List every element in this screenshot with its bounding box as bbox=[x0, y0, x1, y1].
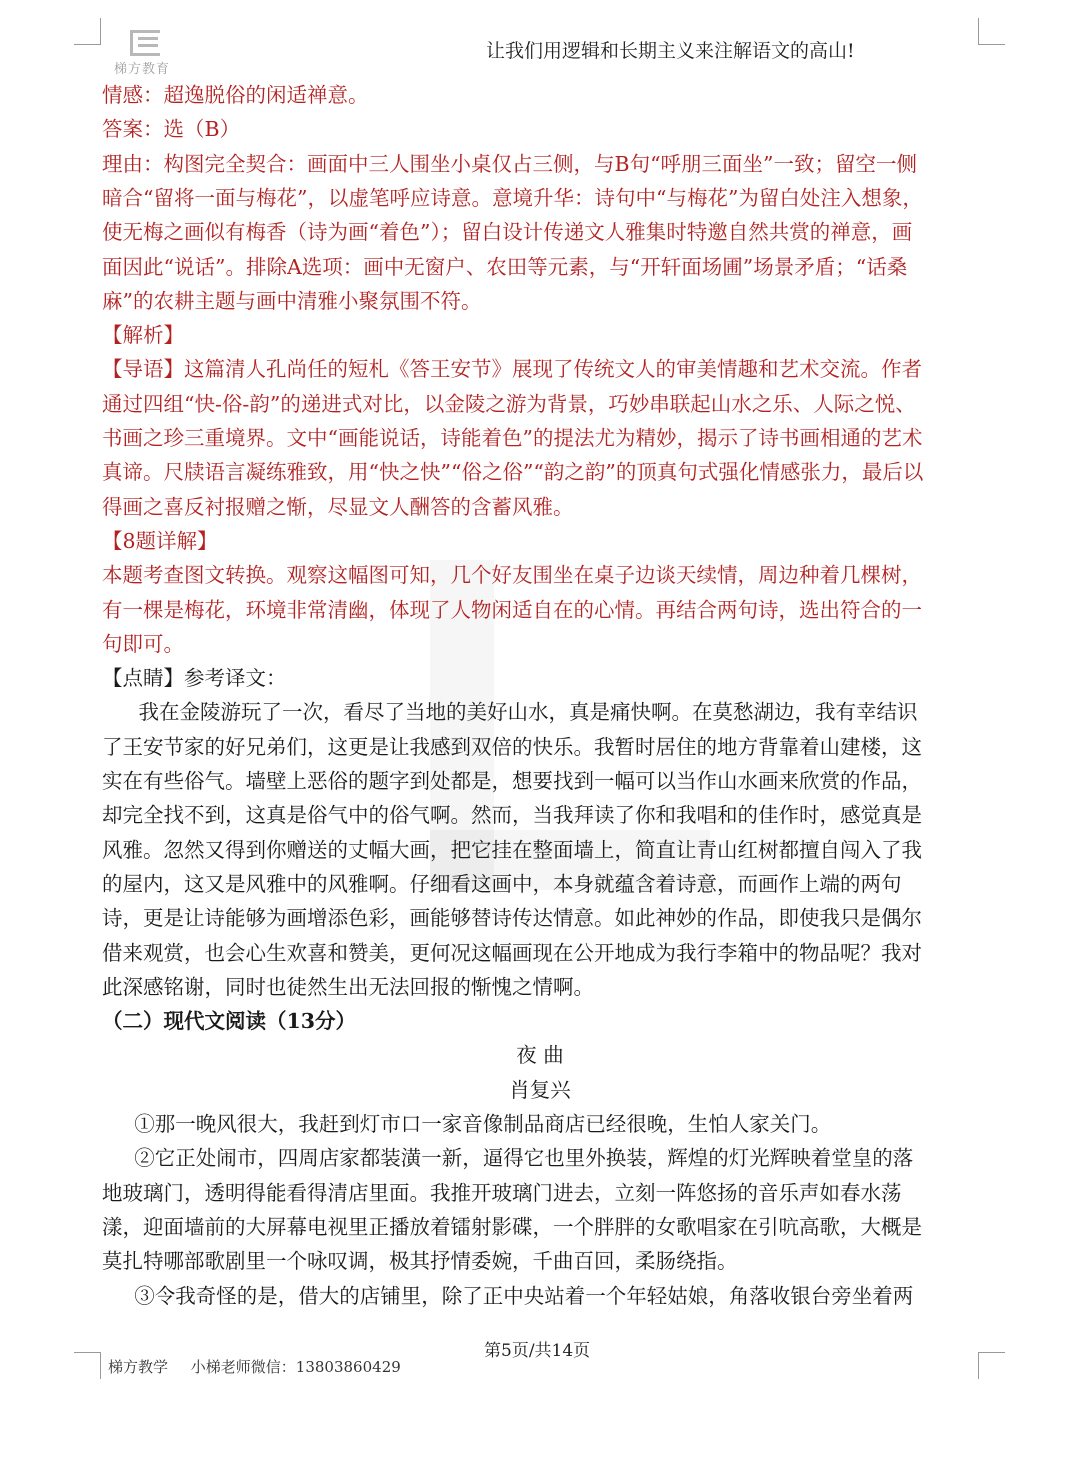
footer-wechat: 小梯老师微信：13803860429 bbox=[190, 1358, 401, 1376]
text-line: 风雅。忽然又得到你赠送的丈幅大画，把它挂在整面墙上，简直让青山红树都擅自闯入了我 bbox=[102, 837, 922, 862]
page-number: 第5页/共14页 bbox=[484, 1341, 591, 1361]
text-line: 情感：超逸脱俗的闲适禅意。 bbox=[102, 83, 369, 107]
text-line: 地玻璃门，透明得能看得清店里面。我推开玻璃门进去，立刻一阵悠扬的音乐声如春水荡 bbox=[102, 1180, 902, 1205]
footer-contact bbox=[108, 1356, 401, 1377]
crop-mark-top-right bbox=[978, 18, 1005, 45]
text-line: 我在金陵游玩了一次，看尽了当地的美好山水，真是痛快啊。在莫愁湖边，我有幸结识 bbox=[138, 700, 918, 725]
text-line: ②它正处闹市，四周店家都装潢一新，逼得它也里外换装，辉煌的灯光辉映着堂皇的落 bbox=[134, 1146, 914, 1171]
text-line: 面因此“说话”。排除A选项：画中无窗户、农田等元素，与“开轩面场圃”场景矛盾；“话桑 bbox=[102, 254, 908, 279]
text-line: 真谛。尺牍语言凝练雅致，用“快之快”“俗之俗”“韵之韵”的顶真句式强化情感张力，最后以 bbox=[102, 460, 924, 485]
text-line: 【导语】这篇清人孔尚任的短札《答王安节》展现了传统文人的审美情趣和艺术交流。作者 bbox=[102, 357, 922, 382]
brand-logo bbox=[104, 30, 184, 77]
text-line: 此深感铭谢，同时也徒然生出无法回报的惭愧之情啊。 bbox=[102, 974, 594, 999]
text-line: ①那一晚风很大，我赶到灯市口一家音像制品商店已经很晚，生怕人家关门。 bbox=[134, 1112, 832, 1136]
footer-brand: 梯方教学 bbox=[108, 1358, 169, 1376]
text-line: 有一棵是梅花，环境非常清幽，体现了人物闲适自在的心情。再结合两句诗，选出符合的一 bbox=[102, 597, 922, 622]
text-line: 【解析】 bbox=[102, 323, 184, 348]
crop-mark-top-left bbox=[74, 18, 101, 45]
text-line: 却完全找不到，这真是俗气中的俗气啊。然而，当我拜读了你和我唱和的佳作时，感觉真是 bbox=[102, 803, 922, 828]
text-line: 的屋内，这又是风雅中的风雅啊。仔细看这画中，本身就蕴含着诗意，而画作上端的两句 bbox=[102, 871, 902, 896]
text-line: 了王安节家的好兄弟们，这更是让我感到双倍的快乐。我暂时居住的地方背靠着山建楼，这 bbox=[102, 734, 922, 759]
text-line: （二）现代文阅读（13分） bbox=[102, 1009, 357, 1034]
text-line: 【点睛】参考译文： bbox=[102, 666, 287, 691]
crop-mark-bottom-right bbox=[978, 1352, 1005, 1379]
text-line: 漾，迎面墙前的大屏幕电视里正播放着镭射影碟，一个胖胖的女歌唱家在引吭高歌，大概是 bbox=[102, 1214, 922, 1239]
text-line: 诗，更是让诗能够为画增添色彩，画能够替诗传达情意。如此神妙的作品，即使我只是偶尔 bbox=[102, 906, 922, 931]
text-line: 理由：构图完全契合：画面中三人围坐小桌仅占三侧，与B句“呼朋三面坐”一致；留空一侧 bbox=[102, 151, 918, 176]
text-line: 【8题详解】 bbox=[102, 528, 218, 553]
text-line: ③令我奇怪的是，借大的店铺里，除了正中央站着一个年轻姑娘，角落收银台旁坐着两 bbox=[134, 1283, 914, 1308]
header-slogan: 让我们用逻辑和长期主义来注解语文的高山! bbox=[486, 40, 855, 62]
logo-text: 梯方教育 bbox=[114, 62, 171, 77]
text-line: 实在有些俗气。墙壁上恶俗的题字到处都是，想要找到一幅可以当作山水画来欣赏的作品， bbox=[102, 769, 922, 793]
crop-mark-bottom-left bbox=[74, 1352, 101, 1379]
text-line: 句即可。 bbox=[102, 631, 184, 656]
text-line: 麻”的农耕主题与画中清雅小聚氛围不符。 bbox=[102, 288, 482, 313]
text-line: 夜 曲 bbox=[516, 1043, 564, 1068]
text-line: 通过四组“快-俗-韵”的递进式对比，以金陵之游为背景，巧妙串联起山水之乐、人际之悦、 bbox=[102, 391, 916, 416]
text-line: 使无梅之画似有梅香（诗为画“着色”）；留白设计传递文人雅集时特邀自然共赏的禅意，画 bbox=[102, 220, 913, 245]
text-line: 暗合“留将一面与梅花”，以虚笔呼应诗意。意境升华：诗句中“与梅花”为留白处注入想象， bbox=[102, 185, 923, 210]
text-line: 莫扎特哪部歌剧里一个咏叹调，极其抒情委婉，千曲百回，柔肠绕指。 bbox=[102, 1249, 738, 1274]
text-line: 得画之喜反衬报赠之惭，尽显文人酬答的含蓄风雅。 bbox=[102, 494, 574, 519]
text-line: 借来观赏，也会心生欢喜和赞美，更何况这幅画现在公开地成为我行李箱中的物品呢？我对 bbox=[102, 940, 922, 965]
text-line: 本题考查图文转换。观察这幅图可知，几个好友围坐在桌子边谈天续情，周边种着几棵树， bbox=[102, 563, 922, 588]
ladder-logo-icon bbox=[130, 30, 160, 56]
text-line: 答案：选（B） bbox=[102, 117, 241, 142]
text-line: 书画之珍三重境界。文中“画能说话，诗能着色”的提法尤为精妙，揭示了诗书画相通的艺术 bbox=[102, 426, 923, 450]
text-line: 肖复兴 bbox=[509, 1077, 571, 1102]
